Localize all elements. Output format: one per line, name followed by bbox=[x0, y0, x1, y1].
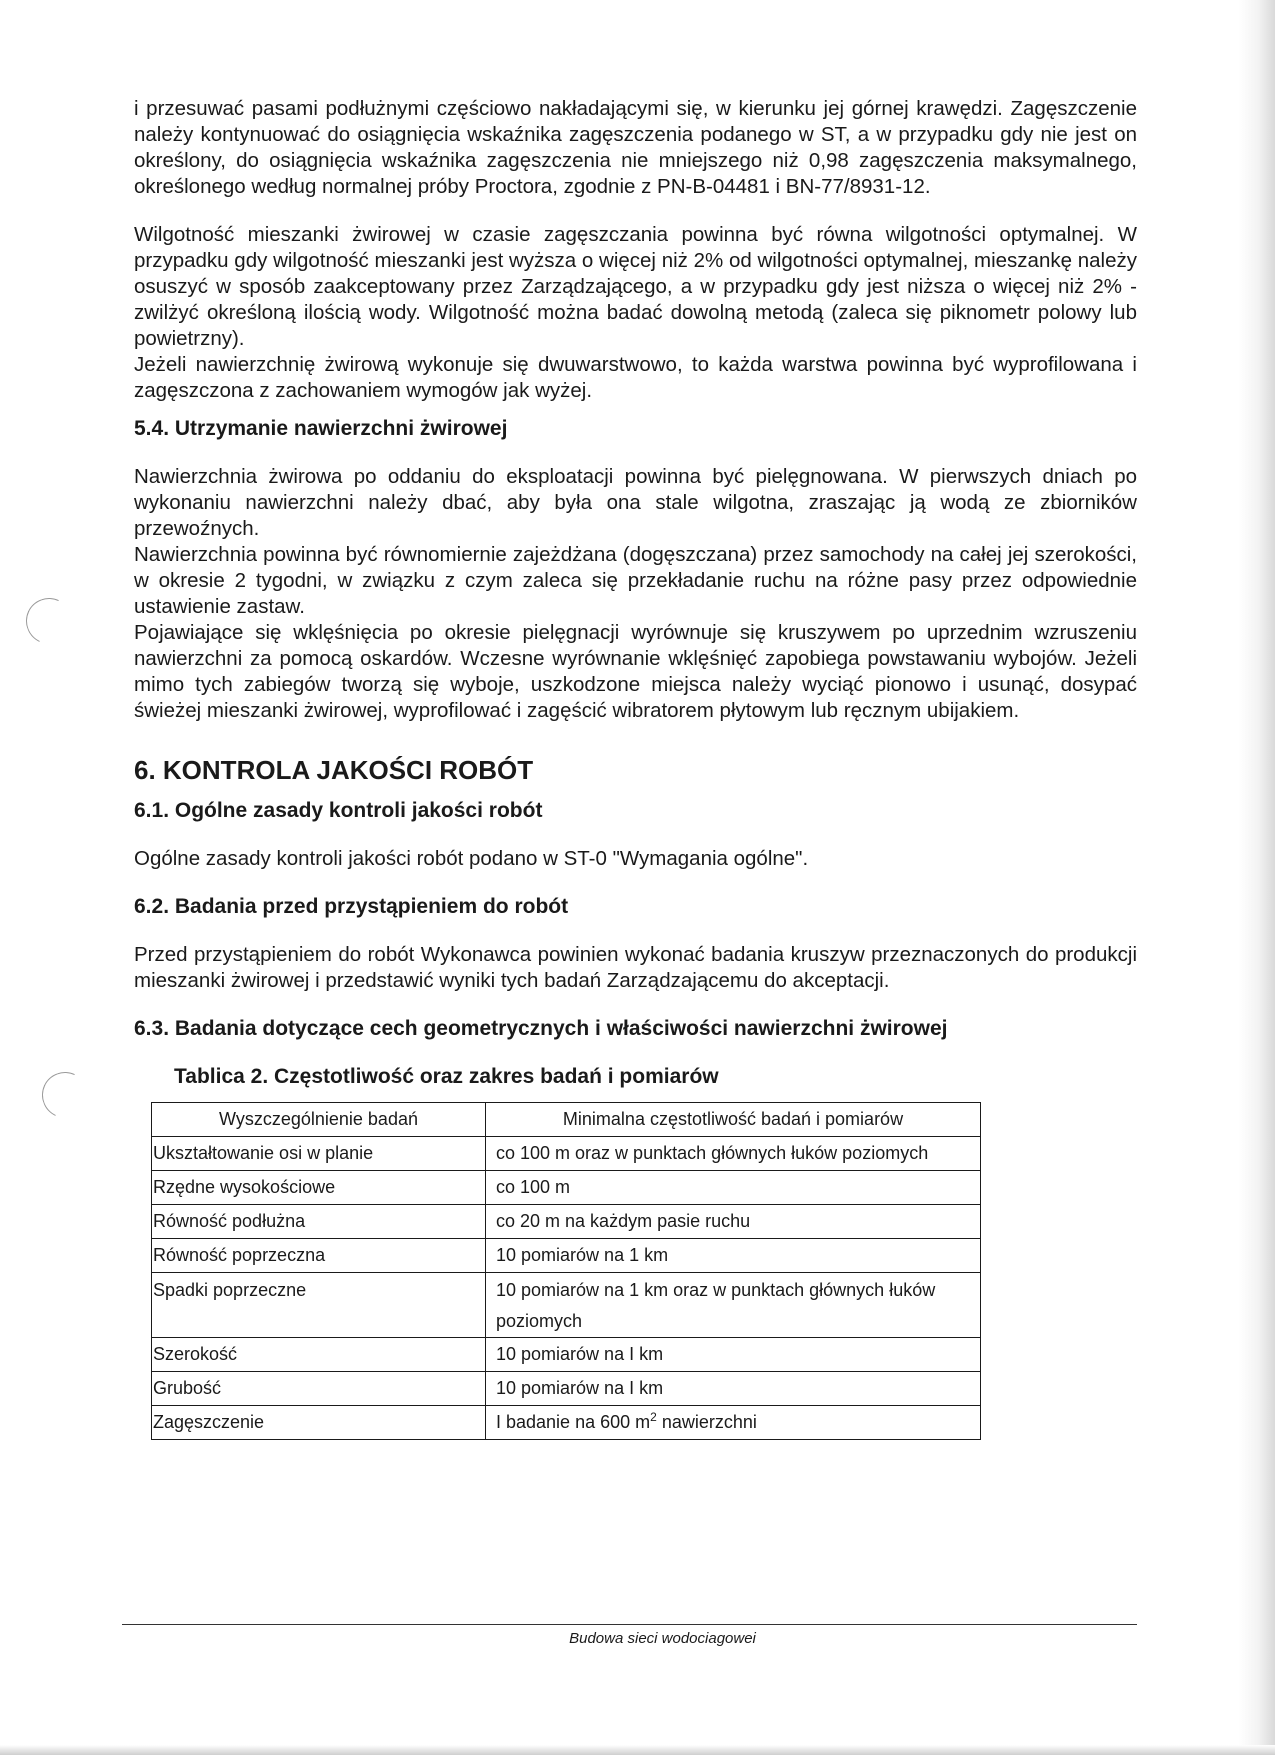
table-row bbox=[152, 1205, 981, 1239]
table-caption: Tablica 2. Częstotliwość oraz zakres badań i pomiarów bbox=[174, 1065, 719, 1088]
paragraph: Przed przystąpieniem do robót Wykonawca powinien wykonać badania kruszyw przeznaczonych do produkcji mieszanki żwirowej i przedstawić wyniki tych badań Zarządzającemu do akceptacji. bbox=[134, 943, 1137, 992]
section-heading: 6.1. Ogólne zasady kontroli jakości robót bbox=[134, 799, 543, 822]
column-header: Wyszczególnienie badań bbox=[152, 1103, 486, 1137]
table-cell: 10 pomiarów na I km bbox=[486, 1338, 981, 1372]
paragraph: Wilgotność mieszanki żwirowej w czasie zagęszczania powinna być równa wilgotności optymalnej. W przypadku gdy wilgotność mieszanki jest wyższa o więcej niż 2% od wilgotności optymalnej, mieszankę należy osuszyć w sposób zaakceptowany przez Zarządzającego, a w przypadku gdy jest niższa o więcej niż 2% - zwilżyć określoną ilością wody. Wilgotność można badać dowolną metodą (zaleca się piknometr polowy lub powietrzny). bbox=[134, 223, 1137, 350]
table-cell: Równość podłużna bbox=[152, 1205, 486, 1239]
cell-text-suffix: nawierzchni bbox=[656, 1412, 757, 1432]
section-heading: 6.2. Badania przed przystąpieniem do robót bbox=[134, 895, 569, 918]
table-cell bbox=[486, 1406, 981, 1440]
table-cell: co 100 m bbox=[486, 1171, 981, 1205]
scan-bottom-edge bbox=[0, 1745, 1275, 1755]
scan-right-edge bbox=[1239, 0, 1275, 1755]
table-row bbox=[152, 1338, 981, 1372]
table-row bbox=[152, 1137, 981, 1171]
table-row bbox=[152, 1273, 981, 1338]
table-row bbox=[152, 1239, 981, 1273]
table-cell: Spadki poprzeczne bbox=[152, 1273, 486, 1338]
table-row bbox=[152, 1372, 981, 1406]
table-cell: co 100 m oraz w punktach głównych łuków poziomych bbox=[486, 1137, 981, 1171]
superscript: 2 bbox=[650, 1410, 657, 1424]
paragraph: Pojawiające się wklęśnięcia po okresie pielęgnacji wyrównuje się kruszywem po uprzednim wzruszeniu nawierzchni za pomocą oskardów. Wczesne wyrównanie wklęśnięć zapobiega powstawaniu wybojów. Jeżeli mimo tych zabiegów tworzą się wyboje, uszkodzone miejsca należy wyciąć pionowo i usunąć, dosypać świeżej mieszanki żwirowej, wyprofilować i zagęścić wibratorem płytowym lub ręcznym ubijakiem. bbox=[134, 621, 1137, 722]
table-cell: Szerokość bbox=[152, 1338, 486, 1372]
paragraph: Nawierzchnia powinna być równomiernie zajeżdżana (dogęszczana) przez samochody na całej jej szerokości, w okresie 2 tygodni, w związku z czym zaleca się przekładanie ruchu na różne pasy przez odpowiednie ustawienie zastaw. bbox=[134, 543, 1137, 618]
footer-divider bbox=[122, 1624, 1137, 1625]
measurement-frequency-table bbox=[151, 1102, 981, 1440]
punch-hole-mark bbox=[20, 592, 79, 651]
table-cell: Rzędne wysokościowe bbox=[152, 1171, 486, 1205]
table-cell: Ukształtowanie osi w planie bbox=[152, 1137, 486, 1171]
table-row bbox=[152, 1406, 981, 1440]
table-cell: Równość poprzeczna bbox=[152, 1239, 486, 1273]
table-row bbox=[152, 1171, 981, 1205]
chapter-heading: 6. KONTROLA JAKOŚCI ROBÓT bbox=[134, 755, 534, 785]
paragraph: Jeżeli nawierzchnię żwirową wykonuje się dwuwarstwowo, to każda warstwa powinna być wyprofilowana i zagęszczona z zachowaniem wymogów jak wyżej. bbox=[134, 353, 1137, 402]
paragraph: i przesuwać pasami podłużnymi częściowo nakładającymi się, w kierunku jej górnej krawędzi. Zagęszczenie należy kontynuować do osiągnięcia wskaźnika zagęszczenia podanego w ST, a w przypadku gdy nie jest on określony, do osiągnięcia wskaźnika zagęszczenia nie mniejszego niż 0,98 zagęszczenia maksymalnego, określonego według normalnej próby Proctora, zgodnie z PN-B-04481 i BN-77/8931-12. bbox=[134, 97, 1137, 198]
document-body bbox=[134, 96, 1137, 1440]
table-cell: co 20 m na każdym pasie ruchu bbox=[486, 1205, 981, 1239]
paragraph: Ogólne zasady kontroli jakości robót podano w ST-0 "Wymagania ogólne". bbox=[134, 847, 809, 870]
table-cell: 10 pomiarów na 1 km bbox=[486, 1239, 981, 1273]
table-cell: Zagęszczenie bbox=[152, 1406, 486, 1440]
page-footer: Budowa sieci wodociagowei bbox=[569, 1630, 756, 1647]
table-cell: Grubość bbox=[152, 1372, 486, 1406]
section-heading: 5.4. Utrzymanie nawierzchni żwirowej bbox=[134, 417, 508, 440]
table-cell: 10 pomiarów na 1 km oraz w punktach głównych łuków poziomych bbox=[486, 1273, 981, 1338]
table-header-row bbox=[152, 1103, 981, 1137]
punch-hole-mark bbox=[36, 1066, 95, 1125]
table-cell: 10 pomiarów na I km bbox=[486, 1372, 981, 1406]
cell-text: I badanie na 600 m bbox=[496, 1412, 651, 1432]
section-heading: 6.3. Badania dotyczące cech geometrycznych i właściwości nawierzchni żwirowej bbox=[134, 1017, 948, 1040]
paragraph: Nawierzchnia żwirowa po oddaniu do eksploatacji powinna być pielęgnowana. W pierwszych dniach po wykonaniu nawierzchni należy dbać, aby była ona stale wilgotna, zraszając ją wodą ze zbiorników przewoźnych. bbox=[134, 465, 1137, 540]
column-header: Minimalna częstotliwość badań i pomiarów bbox=[486, 1103, 981, 1137]
